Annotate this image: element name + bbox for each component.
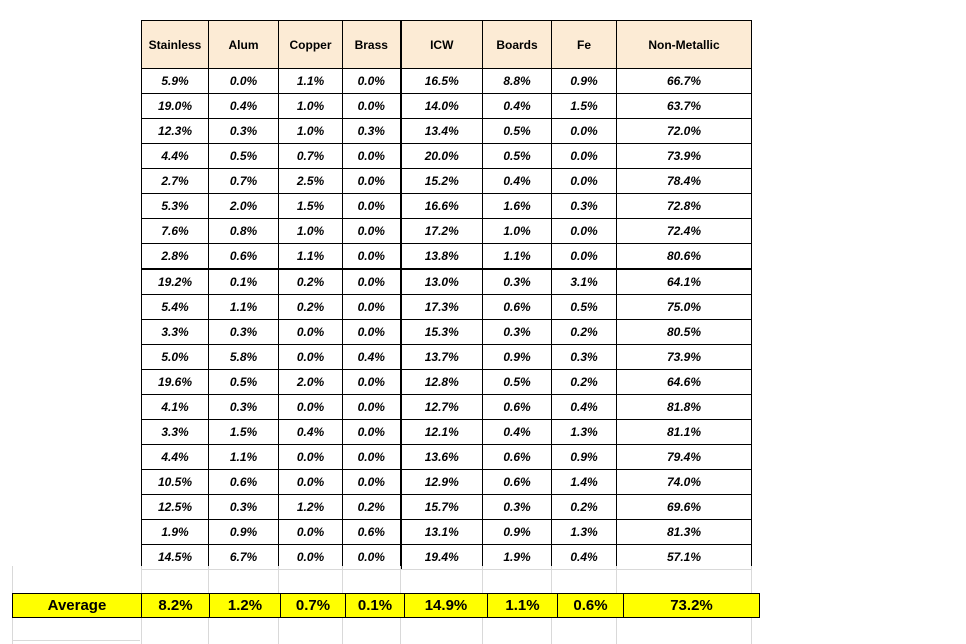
table-cell[interactable]: 17.2% <box>401 219 483 244</box>
table-cell[interactable]: 0.9% <box>483 345 552 370</box>
table-cell[interactable]: 72.8% <box>617 194 752 219</box>
table-cell[interactable]: 0.3% <box>209 395 279 420</box>
table-cell[interactable]: 0.0% <box>552 144 617 169</box>
composition-table <box>141 20 752 570</box>
column-header-alum[interactable]: Alum <box>209 21 279 69</box>
table-row <box>142 69 752 94</box>
table-cell[interactable]: 0.4% <box>552 545 617 570</box>
table-cell[interactable]: 5.4% <box>142 295 209 320</box>
table-cell[interactable]: 0.0% <box>343 295 401 320</box>
table-row <box>142 244 752 270</box>
table-cell[interactable]: 0.5% <box>552 295 617 320</box>
average-cell[interactable]: 0.6% <box>558 594 624 618</box>
average-cell[interactable]: 14.9% <box>405 594 488 618</box>
table-cell[interactable]: 0.0% <box>279 320 343 345</box>
table-cell[interactable]: 0.7% <box>209 169 279 194</box>
table-cell[interactable]: 0.4% <box>483 94 552 119</box>
table-cell[interactable]: 19.0% <box>142 94 209 119</box>
table-cell[interactable]: 0.5% <box>483 370 552 395</box>
table-cell[interactable]: 12.3% <box>142 119 209 144</box>
table-cell[interactable]: 13.8% <box>401 244 483 270</box>
table-row <box>142 445 752 470</box>
average-cell[interactable]: 8.2% <box>142 594 210 618</box>
table-cell[interactable]: 5.9% <box>142 69 209 94</box>
table-cell[interactable]: 0.6% <box>343 520 401 545</box>
table-cell[interactable]: 0.3% <box>483 495 552 520</box>
table-cell[interactable]: 0.0% <box>343 194 401 219</box>
table-cell[interactable]: 0.3% <box>209 119 279 144</box>
table-cell[interactable]: 72.4% <box>617 219 752 244</box>
table-cell[interactable]: 0.0% <box>552 119 617 144</box>
table-cell[interactable]: 0.4% <box>483 420 552 445</box>
table-cell[interactable]: 0.0% <box>279 445 343 470</box>
table-cell[interactable]: 1.0% <box>279 219 343 244</box>
table-cell[interactable]: 81.8% <box>617 395 752 420</box>
table-cell[interactable]: 0.0% <box>343 69 401 94</box>
table-cell[interactable]: 1.5% <box>552 94 617 119</box>
table-cell[interactable]: 1.1% <box>279 69 343 94</box>
table-cell[interactable]: 0.6% <box>209 244 279 270</box>
table-cell[interactable]: 7.6% <box>142 219 209 244</box>
table-cell[interactable]: 0.0% <box>279 470 343 495</box>
table-cell[interactable]: 0.0% <box>209 69 279 94</box>
table-cell[interactable]: 0.0% <box>343 420 401 445</box>
table-cell[interactable]: 12.5% <box>142 495 209 520</box>
table-cell[interactable]: 2.0% <box>279 370 343 395</box>
table-cell[interactable]: 69.6% <box>617 495 752 520</box>
average-cell[interactable]: 0.1% <box>346 594 405 618</box>
table-cell[interactable]: 1.0% <box>483 219 552 244</box>
table-cell[interactable]: 78.4% <box>617 169 752 194</box>
column-header-boards[interactable]: Boards <box>483 21 552 69</box>
table-row <box>142 144 752 169</box>
table-cell[interactable]: 15.7% <box>401 495 483 520</box>
table-cell[interactable]: 0.0% <box>343 320 401 345</box>
table-cell[interactable]: 0.8% <box>209 219 279 244</box>
table-cell[interactable]: 0.0% <box>552 169 617 194</box>
table-cell[interactable]: 14.0% <box>401 94 483 119</box>
table-cell[interactable]: 3.3% <box>142 320 209 345</box>
table-cell[interactable]: 0.9% <box>552 445 617 470</box>
table-cell[interactable]: 13.6% <box>401 445 483 470</box>
table-cell[interactable]: 0.4% <box>209 94 279 119</box>
table-cell[interactable]: 80.5% <box>617 320 752 345</box>
table-cell[interactable]: 0.3% <box>483 269 552 295</box>
table-cell[interactable]: 8.8% <box>483 69 552 94</box>
table-cell[interactable]: 0.9% <box>483 520 552 545</box>
header-row <box>142 21 752 69</box>
table-cell[interactable]: 0.7% <box>279 144 343 169</box>
table-cell[interactable]: 57.1% <box>617 545 752 570</box>
table-cell[interactable]: 0.5% <box>483 144 552 169</box>
table-row <box>142 169 752 194</box>
table-row <box>142 520 752 545</box>
table-cell[interactable]: 0.2% <box>552 370 617 395</box>
table-cell[interactable]: 81.1% <box>617 420 752 445</box>
table-cell[interactable]: 5.0% <box>142 345 209 370</box>
table-cell[interactable]: 0.6% <box>483 395 552 420</box>
table-cell[interactable]: 0.6% <box>483 445 552 470</box>
table-cell[interactable]: 5.3% <box>142 194 209 219</box>
table-cell[interactable]: 1.5% <box>209 420 279 445</box>
table-cell[interactable]: 0.2% <box>279 295 343 320</box>
average-cell[interactable]: 1.2% <box>210 594 281 618</box>
column-header-icw[interactable]: ICW <box>401 21 483 69</box>
table-cell[interactable]: 0.0% <box>343 219 401 244</box>
table-cell[interactable]: 13.4% <box>401 119 483 144</box>
table-row <box>142 420 752 445</box>
table-cell[interactable]: 19.4% <box>401 545 483 570</box>
table-cell[interactable]: 0.0% <box>343 545 401 570</box>
table-cell[interactable]: 0.5% <box>209 144 279 169</box>
column-header-brass[interactable]: Brass <box>343 21 401 69</box>
table-cell[interactable]: 0.0% <box>343 370 401 395</box>
table-cell[interactable]: 1.9% <box>142 520 209 545</box>
table-cell[interactable]: 15.3% <box>401 320 483 345</box>
table-cell[interactable]: 2.7% <box>142 169 209 194</box>
table-row <box>142 395 752 420</box>
table-cell[interactable]: 4.4% <box>142 445 209 470</box>
table-cell[interactable]: 0.9% <box>209 520 279 545</box>
table-cell[interactable]: 0.2% <box>279 269 343 295</box>
table-cell[interactable]: 0.0% <box>343 94 401 119</box>
table-cell[interactable]: 5.8% <box>209 345 279 370</box>
average-cell[interactable]: 73.2% <box>624 594 760 618</box>
table-row <box>142 370 752 395</box>
table-cell[interactable]: 0.0% <box>343 144 401 169</box>
table-cell[interactable]: 6.7% <box>209 545 279 570</box>
table-cell[interactable]: 1.0% <box>279 94 343 119</box>
column-header-fe[interactable]: Fe <box>552 21 617 69</box>
table-cell[interactable]: 13.1% <box>401 520 483 545</box>
table-cell[interactable]: 12.1% <box>401 420 483 445</box>
table-cell[interactable]: 0.4% <box>483 169 552 194</box>
table-cell[interactable]: 20.0% <box>401 144 483 169</box>
table-cell[interactable]: 16.6% <box>401 194 483 219</box>
table-cell[interactable]: 4.4% <box>142 144 209 169</box>
table-cell[interactable]: 0.0% <box>343 395 401 420</box>
average-label[interactable]: Average <box>13 594 142 618</box>
table-cell[interactable]: 0.0% <box>343 445 401 470</box>
table-cell[interactable]: 1.1% <box>483 244 552 270</box>
table-cell[interactable]: 1.2% <box>279 495 343 520</box>
table-cell[interactable]: 0.3% <box>209 320 279 345</box>
table-row <box>142 119 752 144</box>
column-header-copper[interactable]: Copper <box>279 21 343 69</box>
table-cell[interactable]: 1.5% <box>279 194 343 219</box>
table-cell[interactable]: 0.0% <box>279 345 343 370</box>
table-cell[interactable]: 1.1% <box>209 445 279 470</box>
table-cell[interactable]: 0.0% <box>343 244 401 270</box>
table-cell[interactable]: 81.3% <box>617 520 752 545</box>
table-cell[interactable]: 0.6% <box>483 295 552 320</box>
table-cell[interactable]: 0.1% <box>209 269 279 295</box>
table-cell[interactable]: 73.9% <box>617 345 752 370</box>
table-cell[interactable]: 73.9% <box>617 144 752 169</box>
table-row <box>142 269 752 295</box>
table-row <box>142 495 752 520</box>
table-cell[interactable]: 0.2% <box>552 495 617 520</box>
table-cell[interactable]: 0.5% <box>209 370 279 395</box>
table-row <box>142 320 752 345</box>
table-cell[interactable]: 1.4% <box>552 470 617 495</box>
average-cell[interactable]: 0.7% <box>281 594 346 618</box>
table-cell[interactable]: 0.0% <box>343 169 401 194</box>
table-cell[interactable]: 0.0% <box>279 395 343 420</box>
table-cell[interactable]: 14.5% <box>142 545 209 570</box>
table-cell[interactable]: 64.1% <box>617 269 752 295</box>
table-cell[interactable]: 0.4% <box>279 420 343 445</box>
table-cell[interactable]: 1.1% <box>279 244 343 270</box>
table-cell[interactable]: 16.5% <box>401 69 483 94</box>
table-cell[interactable]: 13.0% <box>401 269 483 295</box>
table-cell[interactable]: 0.3% <box>343 119 401 144</box>
table-cell[interactable]: 15.2% <box>401 169 483 194</box>
table-cell[interactable]: 19.2% <box>142 269 209 295</box>
table-cell[interactable]: 19.6% <box>142 370 209 395</box>
table-cell[interactable]: 1.1% <box>209 295 279 320</box>
table-row <box>142 295 752 320</box>
table-cell[interactable]: 3.3% <box>142 420 209 445</box>
table-cell[interactable]: 64.6% <box>617 370 752 395</box>
table-cell[interactable]: 0.4% <box>343 345 401 370</box>
table-cell[interactable]: 13.7% <box>401 345 483 370</box>
column-header-stainless[interactable]: Stainless <box>142 21 209 69</box>
table-cell[interactable]: 0.3% <box>552 194 617 219</box>
table-cell[interactable]: 0.3% <box>483 320 552 345</box>
table-cell[interactable]: 0.0% <box>279 520 343 545</box>
table-row <box>142 94 752 119</box>
table-row <box>142 219 752 244</box>
table-cell[interactable]: 1.9% <box>483 545 552 570</box>
table-cell[interactable]: 0.6% <box>209 470 279 495</box>
table-cell[interactable]: 12.9% <box>401 470 483 495</box>
table-cell[interactable]: 0.0% <box>552 219 617 244</box>
table-row <box>142 470 752 495</box>
table-cell[interactable]: 2.5% <box>279 169 343 194</box>
table-cell[interactable]: 72.0% <box>617 119 752 144</box>
table-cell[interactable]: 1.0% <box>279 119 343 144</box>
table-cell[interactable]: 3.1% <box>552 269 617 295</box>
table-row <box>142 194 752 219</box>
table-cell[interactable]: 0.2% <box>552 320 617 345</box>
table-cell[interactable]: 17.3% <box>401 295 483 320</box>
table-cell[interactable]: 0.4% <box>552 395 617 420</box>
table-cell[interactable]: 0.3% <box>209 495 279 520</box>
table-cell[interactable]: 75.0% <box>617 295 752 320</box>
column-header-non-metallic[interactable]: Non-Metallic <box>617 21 752 69</box>
table-cell[interactable]: 66.7% <box>617 69 752 94</box>
table-cell[interactable]: 2.8% <box>142 244 209 270</box>
average-row <box>12 593 760 618</box>
table-cell[interactable]: 0.3% <box>552 345 617 370</box>
table-cell[interactable]: 12.8% <box>401 370 483 395</box>
average-cell[interactable]: 1.1% <box>488 594 558 618</box>
table-cell[interactable]: 63.7% <box>617 94 752 119</box>
table-cell[interactable]: 0.0% <box>343 470 401 495</box>
table-cell[interactable]: 1.3% <box>552 420 617 445</box>
table-cell[interactable]: 2.0% <box>209 194 279 219</box>
table-cell[interactable]: 0.0% <box>552 244 617 270</box>
table-cell[interactable]: 1.6% <box>483 194 552 219</box>
table-cell[interactable]: 0.2% <box>343 495 401 520</box>
table-row <box>142 345 752 370</box>
table-cell[interactable]: 80.6% <box>617 244 752 270</box>
table-cell[interactable]: 12.7% <box>401 395 483 420</box>
table-cell[interactable]: 4.1% <box>142 395 209 420</box>
table-cell[interactable]: 1.3% <box>552 520 617 545</box>
table-cell[interactable]: 0.5% <box>483 119 552 144</box>
table-cell[interactable]: 0.9% <box>552 69 617 94</box>
table-cell[interactable]: 79.4% <box>617 445 752 470</box>
table-cell[interactable]: 10.5% <box>142 470 209 495</box>
table-cell[interactable]: 74.0% <box>617 470 752 495</box>
table-cell[interactable]: 0.0% <box>343 269 401 295</box>
table-cell[interactable]: 0.6% <box>483 470 552 495</box>
table-cell[interactable]: 0.0% <box>279 545 343 570</box>
